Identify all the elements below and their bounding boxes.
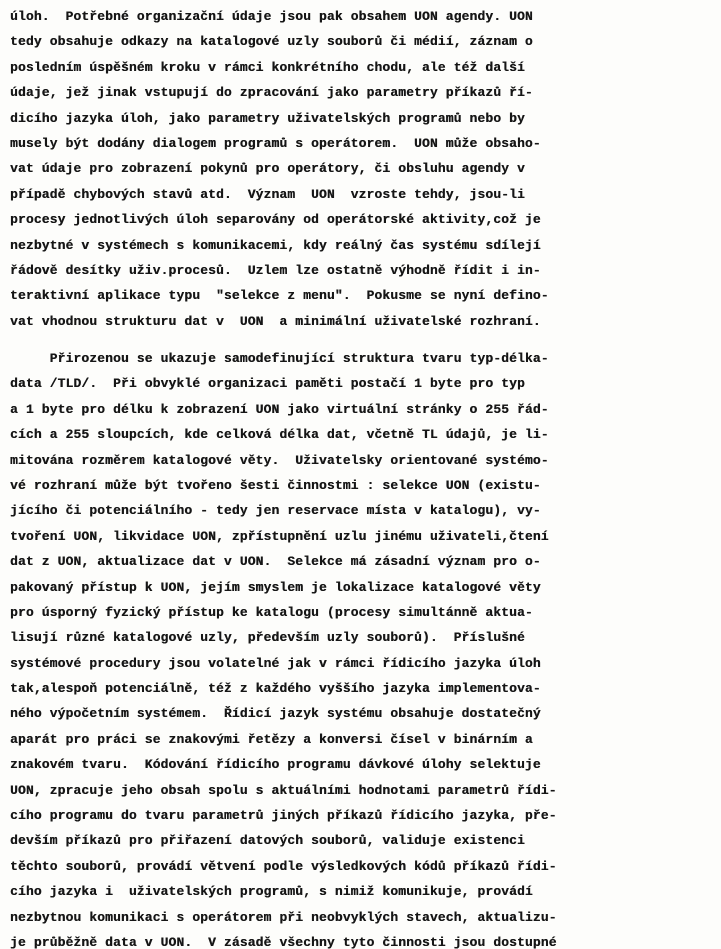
paragraph-1 [0, 4, 721, 334]
text-line: dicího jazyka úloh, jako parametry uživatelských programů nebo by [10, 110, 525, 126]
text-line: pakovaný přístup k UON, jejím smyslem je lokalizace katalogové věty [10, 579, 541, 595]
text-line: a 1 byte pro délku k zobrazení UON jako virtuální stránky o 255 řád- [10, 401, 549, 417]
text-line: nezbytnou komunikaci s operátorem při neobvyklých stavech, aktualizu- [10, 909, 557, 925]
text-line: cího programu do tvaru parametrů jiných příkazů řídicího jazyka, pře- [10, 808, 557, 824]
text-line: Přirozenou se ukazuje samodefinující struktura tvaru typ-délka- [10, 351, 549, 366]
text-line: musely být dodány dialogem programů s operátorem. UON může obsaho- [10, 135, 541, 151]
text-line: tedy obsahuje odkazy na katalogové uzly souborů či médií, záznam o [10, 34, 533, 50]
text-line: tak,alespoň potenciálně, též z každého vyššího jazyka implementova- [10, 681, 541, 697]
text-line: těchto souborů, provádí větvení podle výsledkových kódů příkazů řídi- [10, 858, 557, 874]
text-line: devším příkazů pro přiřazení datových souborů, validuje existenci [10, 833, 525, 849]
text-line: cího jazyka i uživatelských programů, s nimiž komunikuje, provádí [10, 884, 533, 900]
text-line: ného výpočetním systémem. Řídicí jazyk systému obsahuje dostatečný [10, 706, 541, 722]
text-line: mitována rozměrem katalogové věty. Uživatelsky orientované systémo- [10, 452, 549, 468]
text-line: údaje, jež jinak vstupují do zpracování jako parametry příkazů ří- [10, 85, 533, 101]
text-line: tvoření UON, likvidace UON, zpřístupnění uzlu jinému uživateli,čtení [10, 528, 549, 544]
text-line: aparát pro práci se znakovými řetězy a konversi čísel v binárním a [10, 731, 533, 747]
text-line: jícího či potenciálního - tedy jen reservace místa v katalogu), vy- [10, 503, 541, 519]
text-line: lisují různé katalogové uzly, především uzly souborů). Příslušné [10, 630, 525, 646]
text-line: vat vhodnou strukturu dat v UON a minimální uživatelské rozhraní. [10, 313, 541, 329]
text-line: znakovém tvaru. Kódování řídicího programu dávkové úlohy selektuje [10, 757, 541, 773]
text-line: systémové procedury jsou volatelné jak v rámci řídicího jazyka úloh [10, 655, 541, 671]
text-line: řádově desítky uživ.procesů. Uzlem lze ostatně výhodně řídit i in- [10, 262, 541, 278]
text-line: procesy jednotlivých úloh separovány od operátorské aktivity,což je [10, 212, 541, 228]
text-line: pro úsporný fyzický přístup ke katalogu (procesy simultánně aktua- [10, 604, 533, 620]
text-line: vé rozhraní může být tvořeno šesti činnostmi : selekce UON (existu- [10, 477, 541, 493]
text-line: UON, zpracuje jeho obsah spolu s aktuálními hodnotami parametrů řídi- [10, 782, 557, 798]
text-line: cích a 255 sloupcích, kde celková délka dat, včetně TL údajů, je li- [10, 427, 549, 443]
text-line: úloh. Potřebné organizační údaje jsou pak obsahem UON agendy. UON [10, 9, 533, 24]
text-line: je průběžně data v UON. V zásadě všechny tyto činnosti jsou dostupné [10, 934, 557, 949]
text-line: dat z UON, aktualizace dat v UON. Selekce má zásadní význam pro o- [10, 554, 541, 570]
text-line: nezbytné v systémech s komunikacemi, kdy reálný čas systému sdílejí [10, 237, 541, 253]
text-line: případě chybových stavů atd. Význam UON vzroste tehdy, jsou-li [10, 186, 525, 202]
text-line: vat údaje pro zobrazení pokynů pro operátory, či obsluhu agendy v [10, 161, 525, 177]
text-line: posledním úspěšném kroku v rámci konkrétního chodu, ale též další [10, 59, 525, 75]
paragraph-2 [0, 346, 721, 949]
text-line: teraktivní aplikace typu "selekce z menu". Pokusme se nyní defino- [10, 288, 549, 304]
text-line: data /TLD/. Při obvyklé organizaci paměti postačí 1 byte pro typ [10, 376, 525, 392]
